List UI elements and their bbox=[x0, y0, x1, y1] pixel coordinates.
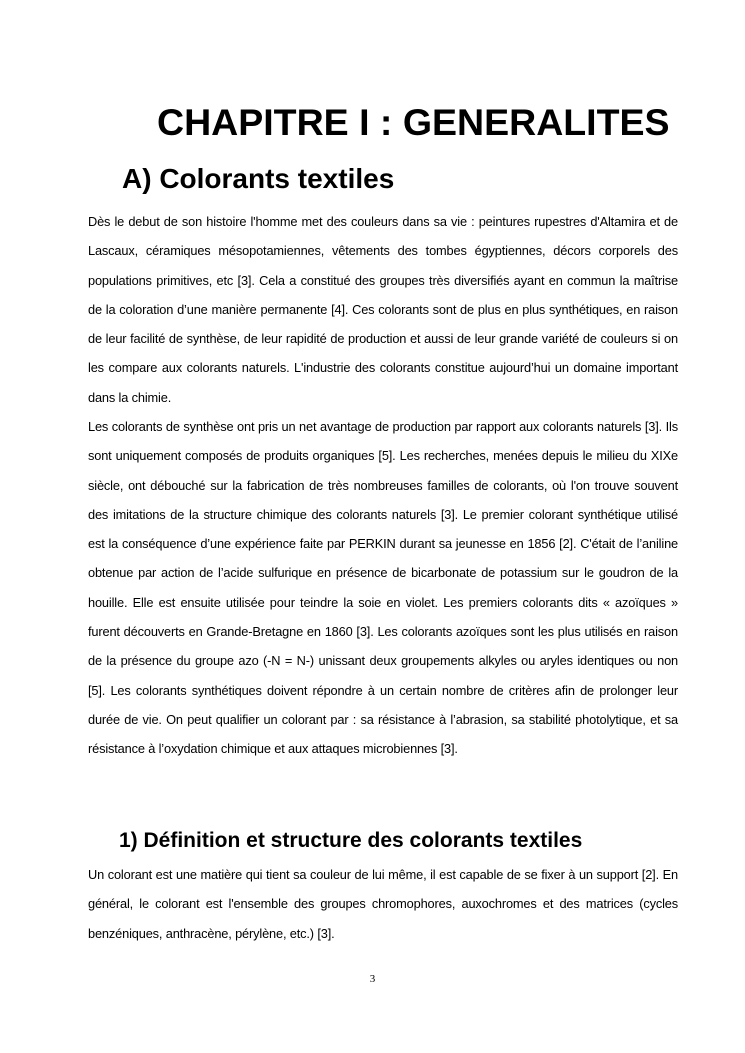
section-paragraph: Les colorants de synthèse ont pris un net avantage de production par rapport aux colorants naturels [3]. Ils sont uniquement composés de produits organiques [5]. Les recherches, menées depuis le milieu du XIXe siècle, ont débouché sur la fabrication de très nombreuses familles de colorants, où l'on trouve souvent des imitations de la structure chimique des colorants naturels [3]. Le premier colorant synthétique utilisé est la conséquence d’une expérience faite par PERKIN durant sa jeunesse en 1856 [2]. C'était de l’aniline obtenue par action de l’acide sulfurique en présence de bicarbonate de potassium sur le goudron de la houille. Elle est ensuite utilisée pour teindre la soie en violet. Les premiers colorants dits « azoïques » furent découverts en Grande-Bretagne en 1860 [3]. Les colorants azoïques sont les plus utilisés en raison de la présence du groupe azo (-N = N-) unissant deux groupements alkyles ou aryles identiques ou non [5]. Les colorants synthétiques doivent répondre à un certain nombre de critères afin de prolonger leur durée de vie. On peut qualifier un colorant par : sa résistance à l’abrasion, sa stabilité photolytique, et sa résistance à l’oxydation chimique et aux attaques microbiennes [3]. bbox=[88, 419, 678, 757]
subsection-paragraph: Un colorant est une matière qui tient sa couleur de lui même, il est capable de se fixer à un support [2]. En général, le colorant est l'ensemble des groupes chromophores, auxochromes et des matrices (cycles benzéniques, anthracène, pérylène, etc.) [3]. bbox=[88, 867, 678, 941]
section-paragraph: Dès le debut de son histoire l'homme met des couleurs dans sa vie : peintures rupestres d'Altamira et de Lascaux, céramiques mésopotamiennes, vêtements des tombes égyptiennes, décors corporels des populations primitives, etc [3]. Cela a constitué des groupes très diversifiés ayant en commun la maîtrise de la coloration d’une manière permanente [4]. Ces colorants sont de plus en plus synthétiques, en raison de leur facilité de synthèse, de leur rapidité de production et aussi de leur grande variété de couleurs si on les compare aux colorants naturels. L'industrie des colorants constitue aujourd’hui un domaine important dans la chimie. bbox=[88, 214, 678, 405]
page-number: 3 bbox=[369, 973, 376, 985]
subsection-title: 1) Définition et structure des colorants textiles bbox=[119, 829, 583, 852]
chapter-title: CHAPITRE I : GENERALITES bbox=[157, 101, 670, 143]
section-title: A) Colorants textiles bbox=[122, 163, 395, 194]
